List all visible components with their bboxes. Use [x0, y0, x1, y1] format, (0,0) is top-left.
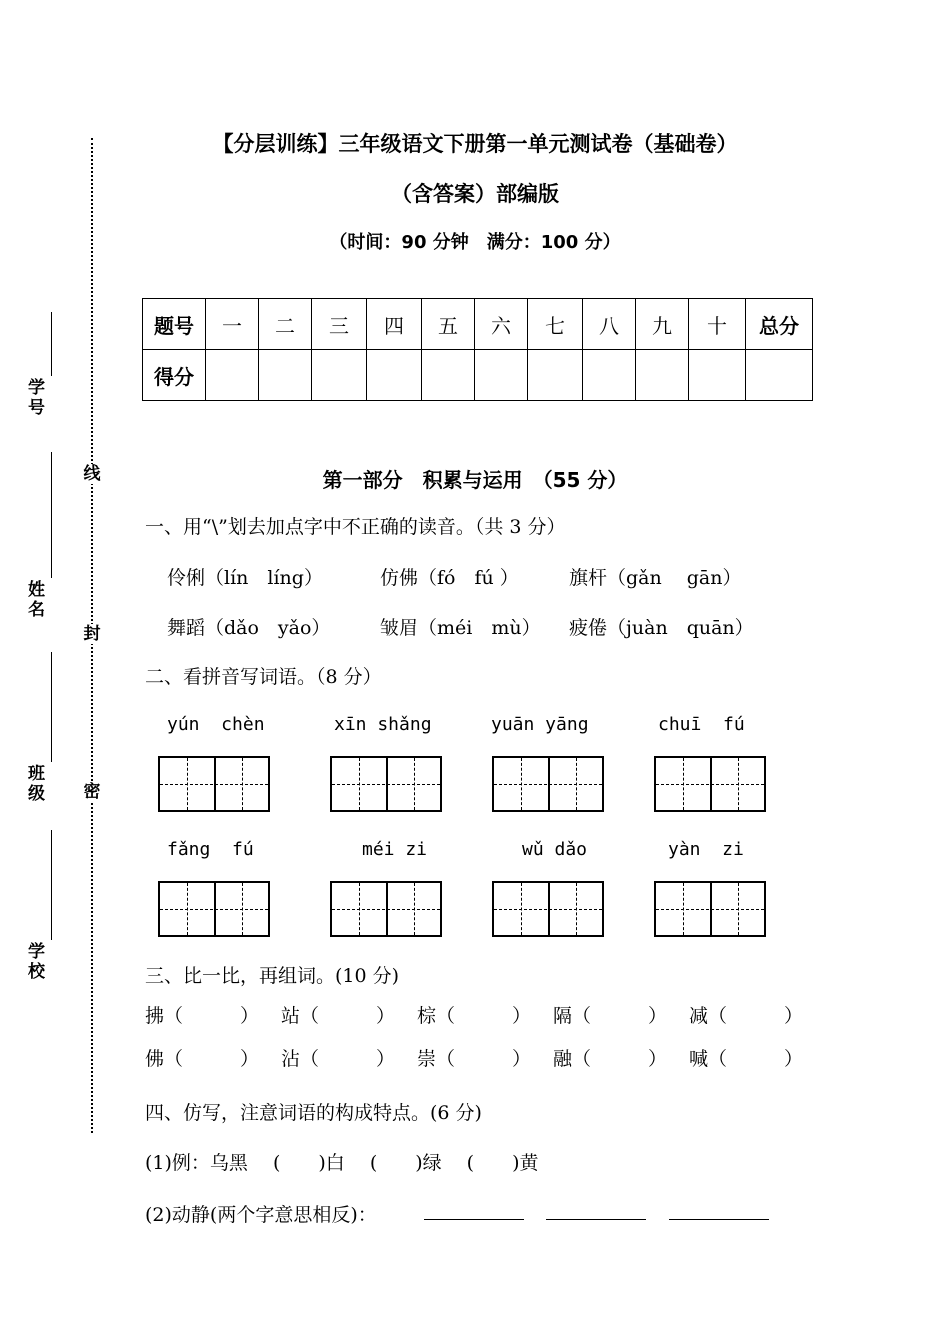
- q1-item: 仿佛（fó fú ）: [380, 567, 519, 589]
- question-1-title: 一、用“\”划去加点字中不正确的读音。（共 3 分）: [145, 516, 566, 538]
- q3-item: 拂（ ）: [145, 1005, 260, 1027]
- q4-antonym-line: (2)动静(两个字意思相反)：: [145, 1204, 377, 1226]
- q3-item: 减（ ）: [689, 1005, 804, 1027]
- score-cell-total: 总分: [746, 299, 813, 350]
- score-cell-empty[interactable]: [206, 350, 259, 401]
- q1-item: 旗杆（gǎn gān）: [569, 567, 742, 589]
- q1-item: 舞蹈（dǎo yǎo）: [167, 617, 331, 639]
- pinyin-prompt: wǔ dǎo: [522, 839, 588, 860]
- score-cell-header: 六: [475, 299, 528, 350]
- score-cell-header: 三: [312, 299, 367, 350]
- score-cell-empty[interactable]: [259, 350, 312, 401]
- score-cell-label: 题号: [143, 299, 206, 350]
- score-table-header-row: [143, 299, 813, 350]
- pinyin-prompt: yàn zi: [668, 839, 744, 860]
- school-blank: [51, 830, 52, 940]
- q3-item: 棕（ ）: [417, 1005, 532, 1027]
- section-heading: 第一部分 积累与运用 （55 分）: [322, 468, 628, 492]
- pinyin-prompt: xīn shǎng: [334, 714, 432, 735]
- writing-grid[interactable]: [158, 881, 270, 937]
- seal-line-char: 线: [83, 464, 101, 484]
- score-cell-empty[interactable]: [528, 350, 583, 401]
- pinyin-prompt: yún chèn: [167, 714, 265, 735]
- score-cell-empty[interactable]: [312, 350, 367, 401]
- pinyin-prompt: méi zi: [362, 839, 428, 860]
- q3-item: 融（ ）: [553, 1048, 668, 1070]
- seal-dense-char: 密: [83, 782, 101, 802]
- score-cell-header: 九: [636, 299, 689, 350]
- writing-grid[interactable]: [492, 756, 604, 812]
- writing-grid[interactable]: [654, 881, 766, 937]
- answer-blank[interactable]: [669, 1218, 769, 1220]
- q4-example-line: (1)例：乌黑 ( )白 ( )绿 ( )黄: [145, 1152, 539, 1174]
- q3-item: 佛（ ）: [145, 1048, 260, 1070]
- school-label: 学校: [28, 942, 45, 982]
- score-cell-empty[interactable]: [583, 350, 636, 401]
- score-cell-empty[interactable]: [746, 350, 813, 401]
- score-row-label: 得分: [143, 350, 206, 401]
- pinyin-prompt: fǎng fú: [167, 839, 254, 860]
- answer-blank[interactable]: [424, 1218, 524, 1220]
- score-cell-header: 七: [528, 299, 583, 350]
- question-4-title: 四、仿写，注意词语的构成特点。(6 分): [145, 1102, 482, 1124]
- score-cell-empty[interactable]: [689, 350, 746, 401]
- answer-blank[interactable]: [546, 1218, 646, 1220]
- score-cell-header: 二: [259, 299, 312, 350]
- question-3-title: 三、比一比，再组词。(10 分): [145, 965, 400, 987]
- student-id-label: 学号: [28, 378, 45, 418]
- score-cell-empty[interactable]: [636, 350, 689, 401]
- score-cell-header: 四: [367, 299, 422, 350]
- q3-item: 隔（ ）: [553, 1005, 668, 1027]
- q1-item: 疲倦（juàn quān）: [569, 617, 754, 639]
- seal-seal-char: 封: [83, 624, 101, 644]
- writing-grid[interactable]: [330, 756, 442, 812]
- q3-item: 站（ ）: [281, 1005, 396, 1027]
- page-title: 【分层训练】三年级语文下册第一单元测试卷（基础卷）: [212, 132, 738, 156]
- score-cell-header: 五: [422, 299, 475, 350]
- score-cell-empty[interactable]: [367, 350, 422, 401]
- score-cell-header: 八: [583, 299, 636, 350]
- pinyin-prompt: chuī fú: [658, 714, 745, 735]
- pinyin-prompt: yuān yāng: [491, 714, 589, 735]
- writing-grid[interactable]: [158, 756, 270, 812]
- writing-grid[interactable]: [654, 756, 766, 812]
- q3-item: 喊（ ）: [689, 1048, 804, 1070]
- score-cell-header: 一: [206, 299, 259, 350]
- name-label: 姓名: [28, 580, 45, 620]
- score-cell-header: 十: [689, 299, 746, 350]
- q3-item: 沾（ ）: [281, 1048, 396, 1070]
- page-title-line2: （含答案）部编版: [391, 182, 559, 206]
- exam-time-score: （时间：90 分钟 满分：100 分）: [329, 232, 621, 253]
- student-id-blank: [51, 312, 52, 376]
- q1-item: 皱眉（méi mù）: [380, 617, 541, 639]
- score-table: [142, 298, 813, 401]
- class-blank: [51, 652, 52, 762]
- writing-grid[interactable]: [330, 881, 442, 937]
- score-cell-empty[interactable]: [475, 350, 528, 401]
- class-label: 班级: [28, 764, 45, 804]
- score-cell-empty[interactable]: [422, 350, 475, 401]
- question-2-title: 二、看拼音写词语。（8 分）: [145, 666, 382, 688]
- q3-item: 崇（ ）: [417, 1048, 532, 1070]
- writing-grid[interactable]: [492, 881, 604, 937]
- q1-item: 伶俐（lín líng）: [167, 567, 323, 589]
- score-table-score-row: [143, 350, 813, 401]
